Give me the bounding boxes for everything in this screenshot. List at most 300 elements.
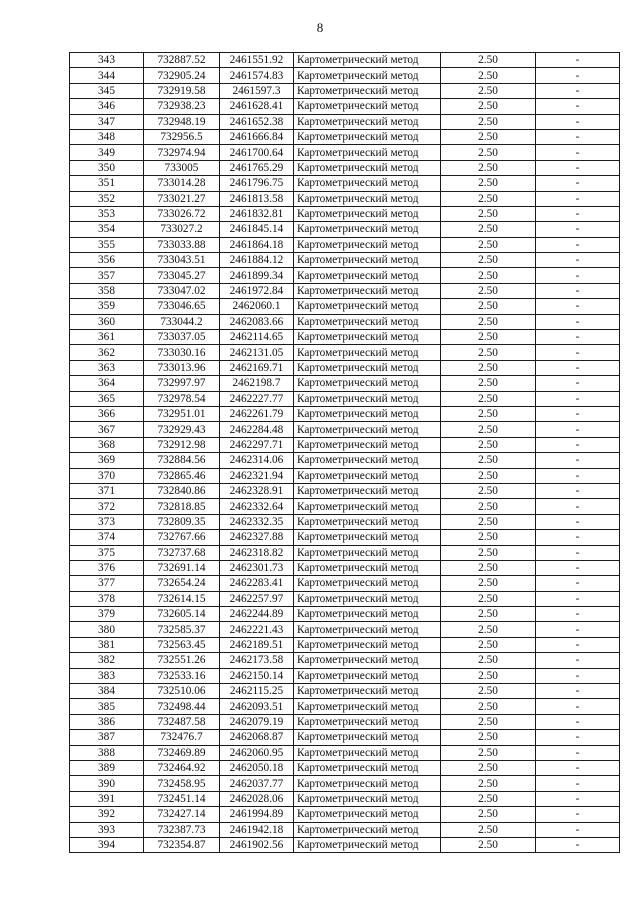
accuracy-cell: 2.50 — [441, 222, 536, 237]
accuracy-cell: 2.50 — [441, 191, 536, 206]
accuracy-cell: 2.50 — [441, 68, 536, 83]
point-number-cell: 378 — [70, 591, 144, 606]
y-coordinate-cell: 2462318.82 — [220, 545, 294, 560]
x-coordinate-cell: 732884.56 — [144, 453, 220, 468]
table-row — [70, 206, 620, 221]
extra-cell: - — [536, 714, 620, 729]
table-row — [70, 129, 620, 144]
point-number-cell: 393 — [70, 822, 144, 837]
extra-cell: - — [536, 745, 620, 760]
extra-cell: - — [536, 330, 620, 345]
extra-cell: - — [536, 560, 620, 575]
y-coordinate-cell: 2462093.51 — [220, 699, 294, 714]
point-number-cell: 392 — [70, 807, 144, 822]
point-number-cell: 352 — [70, 191, 144, 206]
x-coordinate-cell: 733046.65 — [144, 299, 220, 314]
extra-cell: - — [536, 53, 620, 68]
method-cell: Картометрический метод — [294, 453, 441, 468]
table-row — [70, 145, 620, 160]
x-coordinate-cell: 732563.45 — [144, 637, 220, 652]
method-cell: Картометрический метод — [294, 406, 441, 421]
method-cell: Картометрический метод — [294, 283, 441, 298]
accuracy-cell: 2.50 — [441, 684, 536, 699]
y-coordinate-cell: 2462169.71 — [220, 360, 294, 375]
method-cell: Картометрический метод — [294, 253, 441, 268]
extra-cell: - — [536, 268, 620, 283]
extra-cell: - — [536, 822, 620, 837]
point-number-cell: 388 — [70, 745, 144, 760]
method-cell: Картометрический метод — [294, 607, 441, 622]
page-number: 8 — [316, 20, 324, 35]
y-coordinate-cell: 2461864.18 — [220, 237, 294, 252]
x-coordinate-cell: 733013.96 — [144, 360, 220, 375]
extra-cell: - — [536, 422, 620, 437]
extra-cell: - — [536, 299, 620, 314]
accuracy-cell: 2.50 — [441, 283, 536, 298]
x-coordinate-cell: 732905.24 — [144, 68, 220, 83]
method-cell: Картометрический метод — [294, 206, 441, 221]
x-coordinate-cell: 732818.85 — [144, 499, 220, 514]
method-cell: Картометрический метод — [294, 391, 441, 406]
point-number-cell: 358 — [70, 283, 144, 298]
point-number-cell: 345 — [70, 83, 144, 98]
x-coordinate-cell: 732654.24 — [144, 576, 220, 591]
method-cell: Картометрический метод — [294, 268, 441, 283]
method-cell: Картометрический метод — [294, 791, 441, 806]
extra-cell: - — [536, 237, 620, 252]
extra-cell: - — [536, 699, 620, 714]
extra-cell: - — [536, 222, 620, 237]
table-row — [70, 114, 620, 129]
x-coordinate-cell: 732767.66 — [144, 530, 220, 545]
table-row — [70, 345, 620, 360]
x-coordinate-cell: 732585.37 — [144, 622, 220, 637]
y-coordinate-cell: 2462060.1 — [220, 299, 294, 314]
y-coordinate-cell: 2461574.83 — [220, 68, 294, 83]
method-cell: Картометрический метод — [294, 483, 441, 498]
accuracy-cell: 2.50 — [441, 360, 536, 375]
y-coordinate-cell: 2461700.64 — [220, 145, 294, 160]
method-cell: Картометрический метод — [294, 53, 441, 68]
accuracy-cell: 2.50 — [441, 114, 536, 129]
accuracy-cell: 2.50 — [441, 406, 536, 421]
point-number-cell: 383 — [70, 668, 144, 683]
extra-cell: - — [536, 314, 620, 329]
x-coordinate-cell: 732951.01 — [144, 406, 220, 421]
table-row — [70, 453, 620, 468]
extra-cell: - — [536, 145, 620, 160]
point-number-cell: 381 — [70, 637, 144, 652]
accuracy-cell: 2.50 — [441, 530, 536, 545]
y-coordinate-cell: 2462050.18 — [220, 760, 294, 775]
extra-cell: - — [536, 607, 620, 622]
table-row — [70, 160, 620, 175]
table-row — [70, 314, 620, 329]
method-cell: Картометрический метод — [294, 222, 441, 237]
accuracy-cell: 2.50 — [441, 483, 536, 498]
coordinates-table — [69, 52, 620, 853]
method-cell: Картометрический метод — [294, 68, 441, 83]
method-cell: Картометрический метод — [294, 822, 441, 837]
method-cell: Картометрический метод — [294, 699, 441, 714]
accuracy-cell: 2.50 — [441, 545, 536, 560]
table-row — [70, 791, 620, 806]
extra-cell: - — [536, 684, 620, 699]
extra-cell: - — [536, 114, 620, 129]
method-cell: Картометрический метод — [294, 237, 441, 252]
point-number-cell: 387 — [70, 730, 144, 745]
table-row — [70, 745, 620, 760]
extra-cell: - — [536, 837, 620, 852]
point-number-cell: 394 — [70, 837, 144, 852]
accuracy-cell: 2.50 — [441, 776, 536, 791]
method-cell: Картометрический метод — [294, 330, 441, 345]
x-coordinate-cell: 732614.15 — [144, 591, 220, 606]
method-cell: Картометрический метод — [294, 345, 441, 360]
accuracy-cell: 2.50 — [441, 160, 536, 175]
method-cell: Картометрический метод — [294, 114, 441, 129]
table-row — [70, 406, 620, 421]
method-cell: Картометрический метод — [294, 591, 441, 606]
accuracy-cell: 2.50 — [441, 837, 536, 852]
extra-cell: - — [536, 591, 620, 606]
extra-cell: - — [536, 468, 620, 483]
y-coordinate-cell: 2462227.77 — [220, 391, 294, 406]
table-row — [70, 237, 620, 252]
accuracy-cell: 2.50 — [441, 514, 536, 529]
point-number-cell: 373 — [70, 514, 144, 529]
table-row — [70, 360, 620, 375]
x-coordinate-cell: 732978.54 — [144, 391, 220, 406]
extra-cell: - — [536, 406, 620, 421]
y-coordinate-cell: 2462314.06 — [220, 453, 294, 468]
table-row — [70, 99, 620, 114]
point-number-cell: 343 — [70, 53, 144, 68]
method-cell: Картометрический метод — [294, 160, 441, 175]
y-coordinate-cell: 2461942.18 — [220, 822, 294, 837]
y-coordinate-cell: 2461994.89 — [220, 807, 294, 822]
table-row — [70, 653, 620, 668]
method-cell: Картометрический метод — [294, 837, 441, 852]
method-cell: Картометрический метод — [294, 83, 441, 98]
point-number-cell: 391 — [70, 791, 144, 806]
x-coordinate-cell: 732427.14 — [144, 807, 220, 822]
table-row — [70, 822, 620, 837]
y-coordinate-cell: 2462321.94 — [220, 468, 294, 483]
point-number-cell: 376 — [70, 560, 144, 575]
point-number-cell: 354 — [70, 222, 144, 237]
x-coordinate-cell: 732737.68 — [144, 545, 220, 560]
accuracy-cell: 2.50 — [441, 314, 536, 329]
accuracy-cell: 2.50 — [441, 437, 536, 452]
extra-cell: - — [536, 730, 620, 745]
accuracy-cell: 2.50 — [441, 730, 536, 745]
point-number-cell: 386 — [70, 714, 144, 729]
x-coordinate-cell: 732387.73 — [144, 822, 220, 837]
accuracy-cell: 2.50 — [441, 699, 536, 714]
extra-cell: - — [536, 653, 620, 668]
y-coordinate-cell: 2461597.3 — [220, 83, 294, 98]
table-row — [70, 760, 620, 775]
accuracy-cell: 2.50 — [441, 299, 536, 314]
y-coordinate-cell: 2462332.64 — [220, 499, 294, 514]
table-row — [70, 730, 620, 745]
x-coordinate-cell: 733037.05 — [144, 330, 220, 345]
table-row — [70, 837, 620, 852]
method-cell: Картометрический метод — [294, 776, 441, 791]
x-coordinate-cell: 732533.16 — [144, 668, 220, 683]
accuracy-cell: 2.50 — [441, 83, 536, 98]
method-cell: Картометрический метод — [294, 299, 441, 314]
table-row — [70, 514, 620, 529]
x-coordinate-cell: 732809.35 — [144, 514, 220, 529]
point-number-cell: 374 — [70, 530, 144, 545]
extra-cell: - — [536, 360, 620, 375]
table-row — [70, 607, 620, 622]
table-row — [70, 545, 620, 560]
point-number-cell: 360 — [70, 314, 144, 329]
x-coordinate-cell: 732464.92 — [144, 760, 220, 775]
extra-cell: - — [536, 499, 620, 514]
table-row — [70, 560, 620, 575]
point-number-cell: 384 — [70, 684, 144, 699]
method-cell: Картометрический метод — [294, 760, 441, 775]
x-coordinate-cell: 732487.58 — [144, 714, 220, 729]
y-coordinate-cell: 2462115.25 — [220, 684, 294, 699]
y-coordinate-cell: 2462284.48 — [220, 422, 294, 437]
table-row — [70, 83, 620, 98]
method-cell: Картометрический метод — [294, 145, 441, 160]
y-coordinate-cell: 2462221.43 — [220, 622, 294, 637]
y-coordinate-cell: 2461813.58 — [220, 191, 294, 206]
extra-cell: - — [536, 622, 620, 637]
y-coordinate-cell: 2462244.89 — [220, 607, 294, 622]
point-number-cell: 379 — [70, 607, 144, 622]
point-number-cell: 365 — [70, 391, 144, 406]
accuracy-cell: 2.50 — [441, 499, 536, 514]
extra-cell: - — [536, 791, 620, 806]
extra-cell: - — [536, 391, 620, 406]
x-coordinate-cell: 732865.46 — [144, 468, 220, 483]
x-coordinate-cell: 732605.14 — [144, 607, 220, 622]
method-cell: Картометрический метод — [294, 99, 441, 114]
y-coordinate-cell: 2462028.06 — [220, 791, 294, 806]
x-coordinate-cell: 732887.52 — [144, 53, 220, 68]
extra-cell: - — [536, 99, 620, 114]
accuracy-cell: 2.50 — [441, 791, 536, 806]
method-cell: Картометрический метод — [294, 514, 441, 529]
extra-cell: - — [536, 176, 620, 191]
x-coordinate-cell: 732451.14 — [144, 791, 220, 806]
accuracy-cell: 2.50 — [441, 760, 536, 775]
method-cell: Картометрический метод — [294, 360, 441, 375]
y-coordinate-cell: 2461666.84 — [220, 129, 294, 144]
x-coordinate-cell: 732840.86 — [144, 483, 220, 498]
extra-cell: - — [536, 206, 620, 221]
method-cell: Картометрический метод — [294, 129, 441, 144]
method-cell: Картометрический метод — [294, 545, 441, 560]
extra-cell: - — [536, 637, 620, 652]
extra-cell: - — [536, 776, 620, 791]
accuracy-cell: 2.50 — [441, 237, 536, 252]
extra-cell: - — [536, 668, 620, 683]
point-number-cell: 385 — [70, 699, 144, 714]
point-number-cell: 363 — [70, 360, 144, 375]
y-coordinate-cell: 2462083.66 — [220, 314, 294, 329]
table-row — [70, 437, 620, 452]
extra-cell: - — [536, 807, 620, 822]
point-number-cell: 347 — [70, 114, 144, 129]
x-coordinate-cell: 732354.87 — [144, 837, 220, 852]
y-coordinate-cell: 2462068.87 — [220, 730, 294, 745]
x-coordinate-cell: 732691.14 — [144, 560, 220, 575]
extra-cell: - — [536, 760, 620, 775]
point-number-cell: 368 — [70, 437, 144, 452]
method-cell: Картометрический метод — [294, 745, 441, 760]
table-row — [70, 684, 620, 699]
method-cell: Картометрический метод — [294, 653, 441, 668]
x-coordinate-cell: 732974.94 — [144, 145, 220, 160]
y-coordinate-cell: 2461902.56 — [220, 837, 294, 852]
extra-cell: - — [536, 376, 620, 391]
point-number-cell: 351 — [70, 176, 144, 191]
table-row — [70, 283, 620, 298]
x-coordinate-cell: 732510.06 — [144, 684, 220, 699]
point-number-cell: 366 — [70, 406, 144, 421]
accuracy-cell: 2.50 — [441, 714, 536, 729]
method-cell: Картометрический метод — [294, 560, 441, 575]
table-row — [70, 330, 620, 345]
table-row — [70, 468, 620, 483]
accuracy-cell: 2.50 — [441, 560, 536, 575]
point-number-cell: 370 — [70, 468, 144, 483]
y-coordinate-cell: 2462131.05 — [220, 345, 294, 360]
method-cell: Картометрический метод — [294, 622, 441, 637]
accuracy-cell: 2.50 — [441, 176, 536, 191]
point-number-cell: 353 — [70, 206, 144, 221]
accuracy-cell: 2.50 — [441, 745, 536, 760]
method-cell: Картометрический метод — [294, 499, 441, 514]
x-coordinate-cell: 733030.16 — [144, 345, 220, 360]
table-row — [70, 637, 620, 652]
extra-cell: - — [536, 345, 620, 360]
extra-cell: - — [536, 514, 620, 529]
y-coordinate-cell: 2461884.12 — [220, 253, 294, 268]
extra-cell: - — [536, 253, 620, 268]
accuracy-cell: 2.50 — [441, 807, 536, 822]
method-cell: Картометрический метод — [294, 576, 441, 591]
accuracy-cell: 2.50 — [441, 53, 536, 68]
point-number-cell: 349 — [70, 145, 144, 160]
table-row — [70, 68, 620, 83]
point-number-cell: 382 — [70, 653, 144, 668]
accuracy-cell: 2.50 — [441, 206, 536, 221]
y-coordinate-cell: 2462198.7 — [220, 376, 294, 391]
table-row — [70, 299, 620, 314]
point-number-cell: 375 — [70, 545, 144, 560]
y-coordinate-cell: 2462328.91 — [220, 483, 294, 498]
x-coordinate-cell: 732938.23 — [144, 99, 220, 114]
x-coordinate-cell: 733026.72 — [144, 206, 220, 221]
point-number-cell: 389 — [70, 760, 144, 775]
extra-cell: - — [536, 576, 620, 591]
table-row — [70, 807, 620, 822]
method-cell: Картометрический метод — [294, 468, 441, 483]
y-coordinate-cell: 2461845.14 — [220, 222, 294, 237]
point-number-cell: 369 — [70, 453, 144, 468]
accuracy-cell: 2.50 — [441, 822, 536, 837]
table-row — [70, 530, 620, 545]
extra-cell: - — [536, 68, 620, 83]
accuracy-cell: 2.50 — [441, 129, 536, 144]
x-coordinate-cell: 732469.89 — [144, 745, 220, 760]
accuracy-cell: 2.50 — [441, 345, 536, 360]
extra-cell: - — [536, 483, 620, 498]
table-row — [70, 483, 620, 498]
x-coordinate-cell: 732997.97 — [144, 376, 220, 391]
method-cell: Картометрический метод — [294, 730, 441, 745]
table-row — [70, 422, 620, 437]
accuracy-cell: 2.50 — [441, 637, 536, 652]
table-row — [70, 253, 620, 268]
point-number-cell: 372 — [70, 499, 144, 514]
table-row — [70, 176, 620, 191]
table-row — [70, 591, 620, 606]
y-coordinate-cell: 2462037.77 — [220, 776, 294, 791]
point-number-cell: 390 — [70, 776, 144, 791]
y-coordinate-cell: 2462114.65 — [220, 330, 294, 345]
point-number-cell: 377 — [70, 576, 144, 591]
x-coordinate-cell: 733027.2 — [144, 222, 220, 237]
accuracy-cell: 2.50 — [441, 591, 536, 606]
accuracy-cell: 2.50 — [441, 668, 536, 683]
y-coordinate-cell: 2461832.81 — [220, 206, 294, 221]
method-cell: Картометрический метод — [294, 684, 441, 699]
method-cell: Картометрический метод — [294, 530, 441, 545]
y-coordinate-cell: 2462150.14 — [220, 668, 294, 683]
extra-cell: - — [536, 283, 620, 298]
accuracy-cell: 2.50 — [441, 99, 536, 114]
y-coordinate-cell: 2462332.35 — [220, 514, 294, 529]
accuracy-cell: 2.50 — [441, 422, 536, 437]
accuracy-cell: 2.50 — [441, 253, 536, 268]
accuracy-cell: 2.50 — [441, 468, 536, 483]
table-row — [70, 576, 620, 591]
y-coordinate-cell: 2461628.41 — [220, 99, 294, 114]
accuracy-cell: 2.50 — [441, 607, 536, 622]
y-coordinate-cell: 2461972.84 — [220, 283, 294, 298]
table-row — [70, 499, 620, 514]
method-cell: Картометрический метод — [294, 176, 441, 191]
accuracy-cell: 2.50 — [441, 653, 536, 668]
table-row — [70, 391, 620, 406]
extra-cell: - — [536, 453, 620, 468]
table-row — [70, 268, 620, 283]
table-row — [70, 53, 620, 68]
y-coordinate-cell: 2462301.73 — [220, 560, 294, 575]
extra-cell: - — [536, 191, 620, 206]
extra-cell: - — [536, 545, 620, 560]
y-coordinate-cell: 2461796.75 — [220, 176, 294, 191]
y-coordinate-cell: 2462173.58 — [220, 653, 294, 668]
y-coordinate-cell: 2462060.95 — [220, 745, 294, 760]
extra-cell: - — [536, 437, 620, 452]
point-number-cell: 348 — [70, 129, 144, 144]
x-coordinate-cell: 732476.7 — [144, 730, 220, 745]
extra-cell: - — [536, 160, 620, 175]
extra-cell: - — [536, 530, 620, 545]
point-number-cell: 371 — [70, 483, 144, 498]
